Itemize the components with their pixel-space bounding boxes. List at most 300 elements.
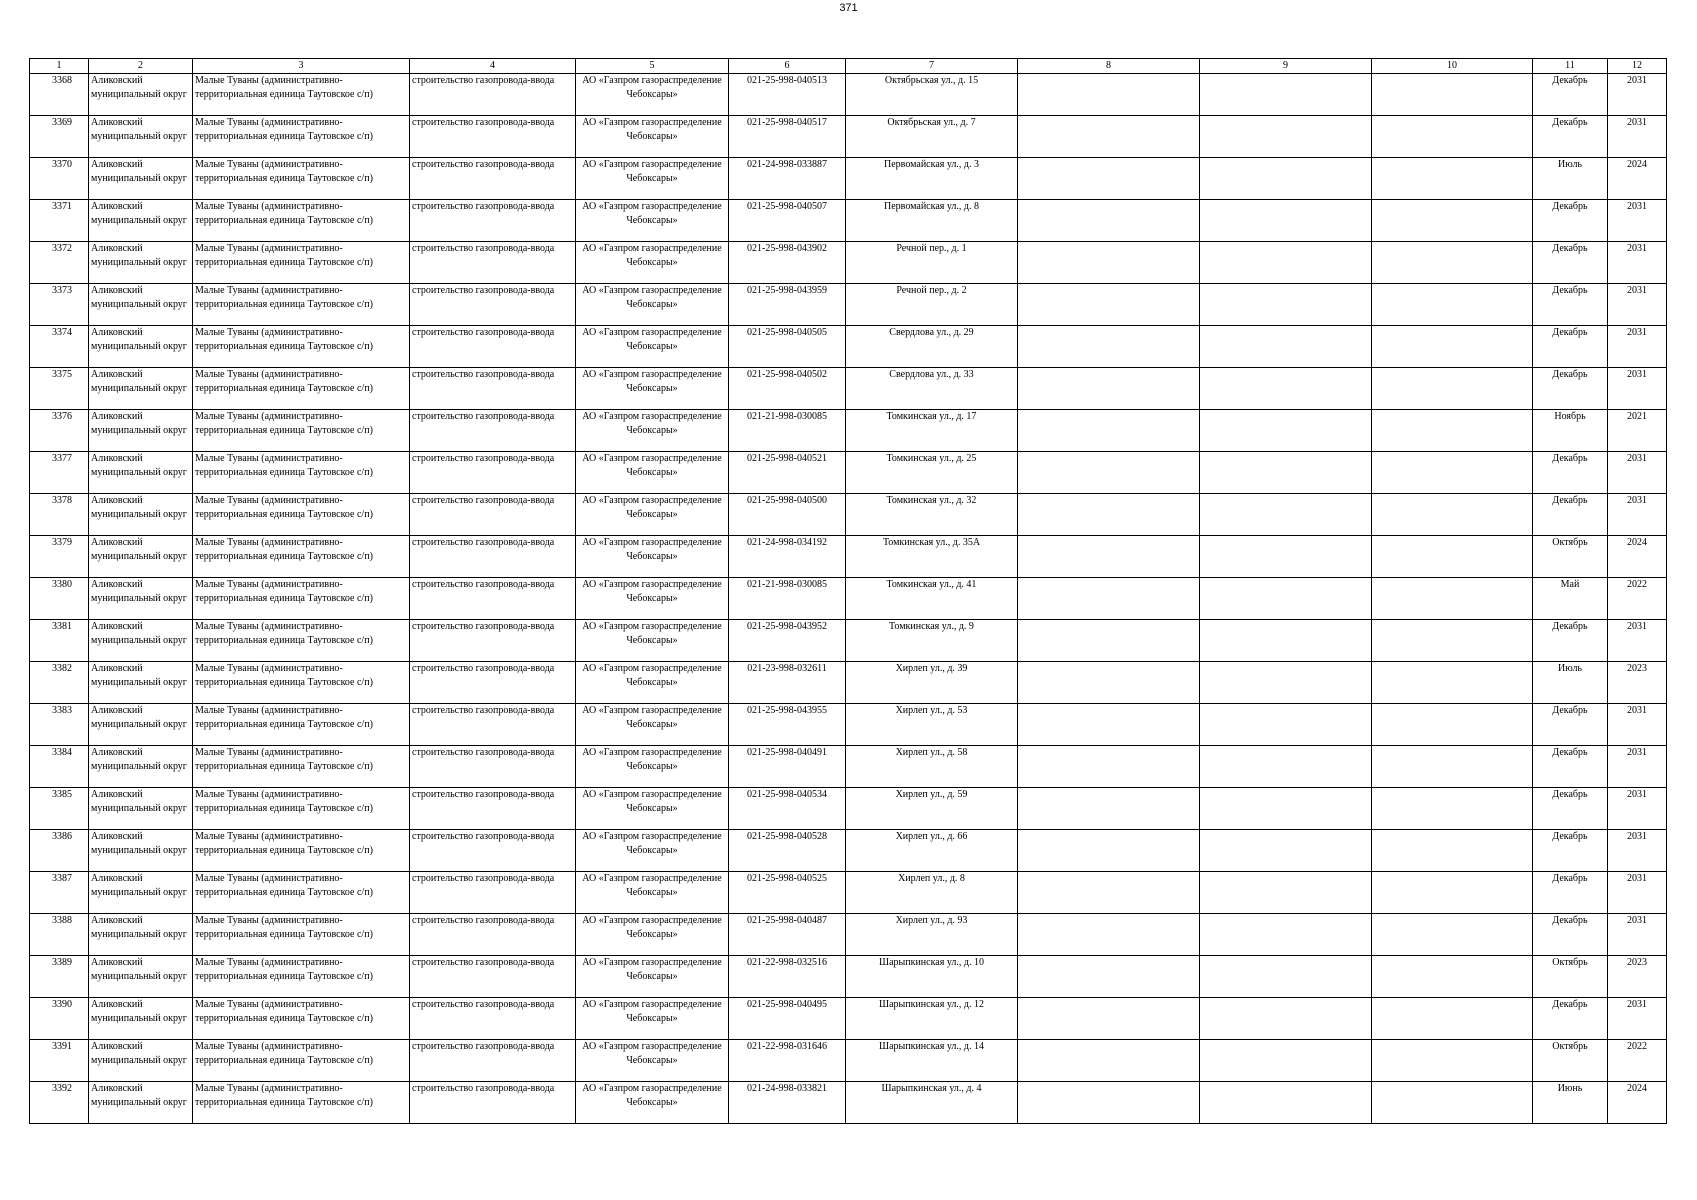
object-code-cell	[729, 1082, 846, 1124]
row-number: 3375	[52, 369, 72, 380]
column-8-cell	[1018, 620, 1200, 662]
column-10-value	[1374, 998, 1530, 1038]
work-type: строительство газопровода-ввода	[412, 453, 555, 464]
address: Томкинская ул., д. 35А	[882, 537, 981, 548]
address-cell	[846, 620, 1018, 662]
column-10-value	[1374, 368, 1530, 408]
work-type: строительство газопровода-ввода	[412, 1041, 555, 1052]
organization: АО «Газпром газораспределение Чебоксары»	[582, 663, 722, 688]
district-cell	[89, 200, 193, 242]
settlement-cell	[193, 326, 410, 368]
work-type-cell	[410, 368, 576, 410]
column-10-value	[1374, 536, 1530, 576]
row-number-cell	[30, 788, 89, 830]
row-number-cell	[30, 872, 89, 914]
settlement-cell	[193, 494, 410, 536]
work-type: строительство газопровода-ввода	[412, 285, 555, 296]
month: Декабрь	[1552, 873, 1588, 884]
table-row	[30, 368, 1667, 410]
column-8-cell	[1018, 830, 1200, 872]
column-9-cell	[1200, 998, 1372, 1040]
settlement: Малые Туваны (административно-территориальная единица Таутовское с/п)	[195, 201, 373, 226]
work-type: строительство газопровода-ввода	[412, 1083, 555, 1094]
district-cell	[89, 830, 193, 872]
district-cell	[89, 368, 193, 410]
settlement-cell	[193, 578, 410, 620]
address-cell	[846, 116, 1018, 158]
address: Томкинская ул., д. 17	[886, 411, 977, 422]
settlement-cell	[193, 662, 410, 704]
row-number-cell	[30, 914, 89, 956]
column-8-cell	[1018, 662, 1200, 704]
organization: АО «Газпром газораспределение Чебоксары»	[582, 621, 722, 646]
year: 2024	[1627, 537, 1647, 548]
organization-cell	[576, 536, 729, 578]
month: Декабрь	[1552, 453, 1588, 464]
organization-cell	[576, 1040, 729, 1082]
address: Томкинская ул., д. 32	[886, 495, 977, 506]
address-cell	[846, 284, 1018, 326]
month: Ноябрь	[1554, 411, 1586, 422]
year-cell	[1608, 536, 1667, 578]
organization-cell	[576, 158, 729, 200]
column-8-value	[1020, 326, 1197, 366]
table-body	[30, 74, 1667, 1124]
address-cell	[846, 158, 1018, 200]
object-code: 021-24-998-033887	[747, 159, 827, 170]
settlement: Малые Туваны (административно-территориальная единица Таутовское с/п)	[195, 369, 373, 394]
row-number-cell	[30, 746, 89, 788]
row-number: 3376	[52, 411, 72, 422]
organization-cell	[576, 74, 729, 116]
district-cell	[89, 914, 193, 956]
year: 2023	[1627, 957, 1647, 968]
month-cell	[1533, 998, 1608, 1040]
address: Хирлеп ул., д. 59	[895, 789, 968, 800]
district-cell	[89, 746, 193, 788]
district-cell	[89, 1082, 193, 1124]
column-9-cell	[1200, 494, 1372, 536]
work-type: строительство газопровода-ввода	[412, 831, 555, 842]
column-10-value	[1374, 914, 1530, 954]
year: 2022	[1627, 1041, 1647, 1052]
address-cell	[846, 242, 1018, 284]
object-code: 021-25-998-040500	[747, 495, 827, 506]
settlement: Малые Туваны (административно-территориальная единица Таутовское с/п)	[195, 831, 373, 856]
column-9-value	[1202, 830, 1369, 870]
year-cell	[1608, 242, 1667, 284]
organization: АО «Газпром газораспределение Чебоксары»	[582, 1041, 722, 1066]
organization-cell	[576, 872, 729, 914]
work-type-cell	[410, 284, 576, 326]
work-type-cell	[410, 788, 576, 830]
table-row	[30, 704, 1667, 746]
column-10-value	[1374, 704, 1530, 744]
table-row	[30, 452, 1667, 494]
settlement: Малые Туваны (административно-территориальная единица Таутовское с/п)	[195, 495, 373, 520]
column-9-cell	[1200, 578, 1372, 620]
year: 2031	[1627, 369, 1647, 380]
district: Аликовский муниципальный округ	[91, 117, 187, 142]
column-8-value	[1020, 662, 1197, 702]
month: Июль	[1558, 159, 1582, 170]
settlement: Малые Туваны (административно-территориальная единица Таутовское с/п)	[195, 75, 373, 100]
object-code-cell	[729, 536, 846, 578]
column-8-value	[1020, 284, 1197, 324]
settlement-cell	[193, 410, 410, 452]
month-cell	[1533, 368, 1608, 410]
district: Аликовский муниципальный округ	[91, 1083, 187, 1108]
column-8-value	[1020, 74, 1197, 114]
settlement: Малые Туваны (административно-территориальная единица Таутовское с/п)	[195, 159, 373, 184]
column-8-value	[1020, 200, 1197, 240]
organization-cell	[576, 242, 729, 284]
district: Аликовский муниципальный округ	[91, 747, 187, 772]
column-9-value	[1202, 1040, 1369, 1080]
address-cell	[846, 956, 1018, 998]
column-10-value	[1374, 200, 1530, 240]
column-8-cell	[1018, 746, 1200, 788]
column-8-value	[1020, 158, 1197, 198]
organization: АО «Газпром газораспределение Чебоксары»	[582, 369, 722, 394]
column-8-cell	[1018, 200, 1200, 242]
row-number: 3385	[52, 789, 72, 800]
object-code-cell	[729, 1040, 846, 1082]
row-number-cell	[30, 662, 89, 704]
settlement-cell	[193, 242, 410, 284]
settlement: Малые Туваны (административно-территориальная единица Таутовское с/п)	[195, 453, 373, 478]
row-number-cell	[30, 116, 89, 158]
column-8-value	[1020, 704, 1197, 744]
settlement: Малые Туваны (административно-территориальная единица Таутовское с/п)	[195, 579, 373, 604]
object-code: 021-25-998-040491	[747, 747, 827, 758]
month-cell	[1533, 620, 1608, 662]
column-header: 5	[576, 59, 729, 74]
column-10-value	[1374, 1082, 1530, 1122]
address-cell	[846, 998, 1018, 1040]
year-cell	[1608, 830, 1667, 872]
object-code: 021-22-998-031646	[747, 1041, 827, 1052]
row-number: 3382	[52, 663, 72, 674]
year: 2031	[1627, 831, 1647, 842]
settlement-cell	[193, 74, 410, 116]
district: Аликовский муниципальный округ	[91, 1041, 187, 1066]
column-10-cell	[1372, 704, 1533, 746]
row-number: 3387	[52, 873, 72, 884]
year-cell	[1608, 998, 1667, 1040]
object-code: 021-21-998-030085	[747, 579, 827, 590]
work-type-cell	[410, 578, 576, 620]
organization-cell	[576, 662, 729, 704]
organization: АО «Газпром газораспределение Чебоксары»	[582, 537, 722, 562]
table-row	[30, 326, 1667, 368]
month-cell	[1533, 326, 1608, 368]
organization-cell	[576, 368, 729, 410]
year-cell	[1608, 1082, 1667, 1124]
column-9-value	[1202, 410, 1369, 450]
column-9-cell	[1200, 1082, 1372, 1124]
table-row	[30, 788, 1667, 830]
settlement: Малые Туваны (административно-территориальная единица Таутовское с/п)	[195, 957, 373, 982]
district: Аликовский муниципальный округ	[91, 285, 187, 310]
settlement: Малые Туваны (административно-территориальная единица Таутовское с/п)	[195, 789, 373, 814]
row-number-cell	[30, 242, 89, 284]
row-number-cell	[30, 1040, 89, 1082]
column-8-cell	[1018, 872, 1200, 914]
organization: АО «Газпром газораспределение Чебоксары»	[582, 159, 722, 184]
year: 2031	[1627, 201, 1647, 212]
district: Аликовский муниципальный округ	[91, 621, 187, 646]
column-10-cell	[1372, 1040, 1533, 1082]
object-code: 021-25-998-043959	[747, 285, 827, 296]
work-type: строительство газопровода-ввода	[412, 75, 555, 86]
column-9-cell	[1200, 410, 1372, 452]
month-cell	[1533, 956, 1608, 998]
object-code-cell	[729, 578, 846, 620]
row-number: 3390	[52, 999, 72, 1010]
column-10-value	[1374, 746, 1530, 786]
district: Аликовский муниципальный округ	[91, 999, 187, 1024]
column-8-value	[1020, 788, 1197, 828]
address: Октябрьская ул., д. 15	[884, 75, 979, 86]
month-cell	[1533, 200, 1608, 242]
organization: АО «Газпром газораспределение Чебоксары»	[582, 831, 722, 856]
district-cell	[89, 410, 193, 452]
table-row	[30, 620, 1667, 662]
month: Декабрь	[1552, 789, 1588, 800]
table-row	[30, 536, 1667, 578]
district: Аликовский муниципальный округ	[91, 831, 187, 856]
column-8-value	[1020, 620, 1197, 660]
organization-cell	[576, 704, 729, 746]
district-cell	[89, 620, 193, 662]
work-type: строительство газопровода-ввода	[412, 117, 555, 128]
table-row	[30, 746, 1667, 788]
object-code: 021-25-998-040505	[747, 327, 827, 338]
address-cell	[846, 74, 1018, 116]
address-cell	[846, 746, 1018, 788]
year-cell	[1608, 494, 1667, 536]
column-10-cell	[1372, 1082, 1533, 1124]
table-row	[30, 956, 1667, 998]
object-code-cell	[729, 662, 846, 704]
work-type: строительство газопровода-ввода	[412, 789, 555, 800]
work-type: строительство газопровода-ввода	[412, 705, 555, 716]
year: 2031	[1627, 453, 1647, 464]
district-cell	[89, 494, 193, 536]
year-cell	[1608, 284, 1667, 326]
settlement: Малые Туваны (административно-территориальная единица Таутовское с/п)	[195, 999, 373, 1024]
row-number-cell	[30, 368, 89, 410]
row-number-cell	[30, 998, 89, 1040]
organization: АО «Газпром газораспределение Чебоксары»	[582, 495, 722, 520]
work-type-cell	[410, 326, 576, 368]
settlement-cell	[193, 1082, 410, 1124]
work-type-cell	[410, 1040, 576, 1082]
column-8-cell	[1018, 1040, 1200, 1082]
district-cell	[89, 452, 193, 494]
object-code-cell	[729, 410, 846, 452]
work-type-cell	[410, 242, 576, 284]
table-row	[30, 1040, 1667, 1082]
column-8-value	[1020, 956, 1197, 996]
object-code-cell	[729, 956, 846, 998]
address: Речной пер., д. 2	[896, 285, 967, 296]
organization: АО «Газпром газораспределение Чебоксары»	[582, 1083, 722, 1108]
column-9-cell	[1200, 1040, 1372, 1082]
address: Шарыпкинская ул., д. 4	[881, 1083, 982, 1094]
column-9-value	[1202, 788, 1369, 828]
month-cell	[1533, 704, 1608, 746]
column-9-cell	[1200, 116, 1372, 158]
work-type: строительство газопровода-ввода	[412, 369, 555, 380]
column-8-cell	[1018, 452, 1200, 494]
object-code: 021-25-998-040528	[747, 831, 827, 842]
address: Хирлеп ул., д. 93	[895, 915, 968, 926]
year: 2024	[1627, 1083, 1647, 1094]
object-code-cell	[729, 326, 846, 368]
month-cell	[1533, 872, 1608, 914]
object-code-cell	[729, 158, 846, 200]
column-9-value	[1202, 74, 1369, 114]
work-type: строительство газопровода-ввода	[412, 579, 555, 590]
work-type-cell	[410, 494, 576, 536]
address: Томкинская ул., д. 9	[889, 621, 974, 632]
settlement-cell	[193, 368, 410, 410]
month: Декабрь	[1552, 369, 1588, 380]
year: 2031	[1627, 915, 1647, 926]
table-header	[30, 59, 1667, 74]
address-cell	[846, 704, 1018, 746]
year-cell	[1608, 452, 1667, 494]
address: Первомайская ул., д. 8	[884, 201, 979, 212]
column-10-cell	[1372, 200, 1533, 242]
organization: АО «Газпром газораспределение Чебоксары»	[582, 789, 722, 814]
month: Июнь	[1557, 1083, 1583, 1094]
work-type-cell	[410, 158, 576, 200]
object-code: 021-25-998-040534	[747, 789, 827, 800]
row-number-cell	[30, 74, 89, 116]
row-number: 3368	[52, 75, 72, 86]
object-code-cell	[729, 284, 846, 326]
organization-cell	[576, 578, 729, 620]
table-row	[30, 872, 1667, 914]
row-number-cell	[30, 452, 89, 494]
organization: АО «Газпром газораспределение Чебоксары»	[582, 957, 722, 982]
work-type: строительство газопровода-ввода	[412, 999, 555, 1010]
organization-cell	[576, 956, 729, 998]
settlement: Малые Туваны (административно-территориальная единица Таутовское с/п)	[195, 537, 373, 562]
object-code: 021-25-998-040525	[747, 873, 827, 884]
column-8-value	[1020, 872, 1197, 912]
column-10-value	[1374, 452, 1530, 492]
column-9-value	[1202, 452, 1369, 492]
object-code-cell	[729, 494, 846, 536]
organization-cell	[576, 746, 729, 788]
year: 2031	[1627, 327, 1647, 338]
row-number-cell	[30, 326, 89, 368]
column-10-value	[1374, 326, 1530, 366]
column-10-value	[1374, 410, 1530, 450]
column-8-cell	[1018, 242, 1200, 284]
month: Декабрь	[1552, 243, 1588, 254]
month: Май	[1560, 579, 1580, 590]
year: 2031	[1627, 285, 1647, 296]
object-code-cell	[729, 452, 846, 494]
column-10-value	[1374, 1040, 1530, 1080]
address: Томкинская ул., д. 25	[886, 453, 977, 464]
column-10-cell	[1372, 872, 1533, 914]
column-9-cell	[1200, 704, 1372, 746]
address: Хирлеп ул., д. 66	[895, 831, 968, 842]
column-10-cell	[1372, 242, 1533, 284]
column-8-cell	[1018, 410, 1200, 452]
row-number: 3369	[52, 117, 72, 128]
address: Свердлова ул., д. 33	[889, 369, 974, 380]
row-number-cell	[30, 158, 89, 200]
column-10-cell	[1372, 410, 1533, 452]
table-row	[30, 914, 1667, 956]
column-9-cell	[1200, 746, 1372, 788]
month-cell	[1533, 1040, 1608, 1082]
settlement-cell	[193, 452, 410, 494]
organization-cell	[576, 116, 729, 158]
row-number: 3371	[52, 201, 72, 212]
month: Декабрь	[1552, 75, 1588, 86]
district-cell	[89, 242, 193, 284]
year-cell	[1608, 158, 1667, 200]
column-10-value	[1374, 74, 1530, 114]
settlement-cell	[193, 998, 410, 1040]
settlement-cell	[193, 872, 410, 914]
address-cell	[846, 410, 1018, 452]
column-header: 10	[1372, 59, 1533, 74]
column-9-cell	[1200, 830, 1372, 872]
settlement: Малые Туваны (административно-территориальная единица Таутовское с/п)	[195, 1083, 373, 1108]
month-cell	[1533, 74, 1608, 116]
table-row	[30, 158, 1667, 200]
organization: АО «Газпром газораспределение Чебоксары»	[582, 117, 722, 142]
organization: АО «Газпром газораспределение Чебоксары»	[582, 705, 722, 730]
month: Декабрь	[1552, 747, 1588, 758]
registry-table	[29, 58, 1667, 1124]
column-header: 8	[1018, 59, 1200, 74]
column-8-cell	[1018, 704, 1200, 746]
row-number: 3384	[52, 747, 72, 758]
address-cell	[846, 830, 1018, 872]
column-8-cell	[1018, 116, 1200, 158]
table-row	[30, 116, 1667, 158]
object-code-cell	[729, 872, 846, 914]
work-type: строительство газопровода-ввода	[412, 915, 555, 926]
column-9-cell	[1200, 788, 1372, 830]
address-cell	[846, 872, 1018, 914]
object-code: 021-25-998-040487	[747, 915, 827, 926]
column-8-value	[1020, 1040, 1197, 1080]
year-cell	[1608, 620, 1667, 662]
year: 2031	[1627, 705, 1647, 716]
district-cell	[89, 536, 193, 578]
organization: АО «Газпром газораспределение Чебоксары»	[582, 873, 722, 898]
address: Томкинская ул., д. 41	[886, 579, 977, 590]
row-number: 3377	[52, 453, 72, 464]
object-code: 021-25-998-043952	[747, 621, 827, 632]
month-cell	[1533, 830, 1608, 872]
column-8-value	[1020, 116, 1197, 156]
month-cell	[1533, 914, 1608, 956]
work-type-cell	[410, 452, 576, 494]
column-8-value	[1020, 998, 1197, 1038]
